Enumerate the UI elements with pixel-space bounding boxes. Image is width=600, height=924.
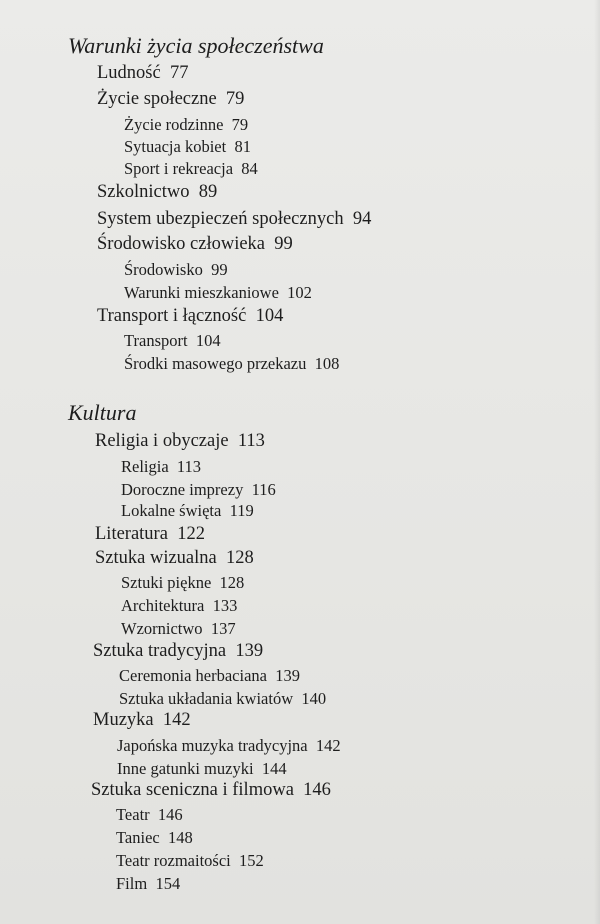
toc-entry-label: Teatr rozmaitości [116,851,231,870]
section-title-kultura: Kultura [68,400,137,425]
toc-entry-label: Sztuka tradycyjna [93,641,227,661]
toc-entry-page: 79 [231,115,249,134]
toc-entry-page: 108 [314,354,340,373]
toc-subentry [124,283,312,303]
toc-entry-page: 104 [195,331,221,350]
toc-entry-page: 79 [225,89,245,109]
toc-entry-page: 119 [229,501,254,520]
toc-entry-label: Lokalne święta [121,501,222,520]
toc-subentry [124,260,228,280]
toc-subentry [121,501,254,521]
toc-entry-label: Religia i obyczaje [95,431,229,451]
toc-entry-page: 142 [315,736,341,755]
toc-entry-label: Transport i łączność [97,306,247,326]
toc-subentry [124,137,251,157]
toc-entry-page: 146 [157,805,183,824]
toc-entry-page: 89 [198,182,218,202]
toc-entry-label: Religia [121,457,169,476]
toc-entry-label: Teatr [116,805,150,824]
toc-entry-label: Warunki mieszkaniowe [124,283,279,302]
toc-entry-label: Japońska muzyka tradycyjna [117,736,308,755]
toc-entry-page: 113 [176,457,202,476]
toc-entry-page: 133 [212,596,238,615]
toc-entry-page: 84 [241,159,258,178]
toc-entry-label: Sztuka sceniczna i filmowa [91,780,294,800]
toc-entry-label: Sztuka wizualna [95,548,217,568]
toc-entry-page: 81 [234,137,251,156]
toc-entry-page: 154 [155,874,181,893]
page-edge-shadow [594,0,600,924]
toc-subentry [124,115,248,135]
toc-subentry [116,874,180,894]
toc-entry-page: 137 [210,619,236,638]
toc-entry [97,182,217,203]
section-title-warunki: Warunki życia społeczeństwa [68,33,324,58]
toc-entry-page: 142 [162,710,191,730]
toc-entry-label: Architektura [121,596,205,615]
toc-entry [97,209,371,230]
toc-entry-label: Szkolnictwo [97,182,190,202]
toc-entry-page: 116 [251,480,276,499]
toc-entry-label: Sztuki piękne [121,573,212,592]
toc-subentry [116,828,193,848]
toc-entry-label: Doroczne imprezy [121,480,244,499]
toc-subentry [121,573,244,593]
toc-entry-page: 148 [167,828,193,847]
toc-subentry [119,689,326,709]
toc-entry-label: Wzornictwo [121,619,203,638]
toc-entry-label: Taniec [116,828,160,847]
toc-entry-page: 140 [301,689,327,708]
toc-entry [93,710,191,731]
toc-subentry [124,354,339,374]
toc-entry [97,89,244,110]
toc-entry-label: Literatura [95,524,168,544]
toc-entry-label: Ludność [97,63,161,83]
toc-subentry [121,480,276,500]
toc-entry-page: 99 [274,234,293,254]
toc-subentry [121,457,201,477]
toc-subentry [116,805,183,825]
toc-entry [97,63,188,84]
toc-entry-page: 77 [169,63,189,83]
toc-entry-label: Środki masowego przekazu [124,354,307,373]
toc-entry-page: 122 [177,524,205,544]
toc-subentry [119,666,300,686]
toc-entry-label: Życie rodzinne [124,115,224,134]
toc-entry-page: 128 [226,548,254,568]
toc-entry-label: Życie społeczne [97,89,217,109]
toc-entry-page: 104 [255,306,284,326]
toc-entry [97,234,293,255]
toc-entry [95,524,205,545]
toc-entry-page: 128 [219,573,245,592]
toc-subentry [116,851,264,871]
toc-entry [93,641,263,662]
toc-subentry [117,736,341,756]
toc-entry-page: 139 [275,666,300,685]
toc-subentry [124,331,221,351]
toc-entry-label: Środowisko człowieka [97,234,266,254]
toc-entry-page: 146 [303,780,331,800]
toc-entry-label: System ubezpieczeń społecznych [97,209,344,229]
toc-entry-page: 102 [287,283,312,302]
toc-entry-page: 99 [211,260,228,279]
toc-entry-label: Ceremonia herbaciana [119,666,267,685]
toc-entry-page: 144 [261,759,287,778]
toc-entry-label: Sztuka układania kwiatów [119,689,294,708]
toc-subentry [121,596,237,616]
toc-subentry [121,619,236,639]
toc-entry-page: 113 [237,431,265,451]
toc-subentry [117,759,287,779]
toc-entry-page: 94 [352,209,372,229]
toc-entry-label: Muzyka [93,710,154,730]
toc-entry [91,780,331,801]
toc-entry-page: 152 [239,851,264,870]
toc-entry-label: Sport i rekreacja [124,159,234,178]
toc-entry [95,431,265,452]
toc-entry [95,548,254,569]
toc-subentry [124,159,258,179]
toc-entry-page: 139 [235,641,264,661]
toc-entry-label: Inne gatunki muzyki [117,759,254,778]
toc-entry [97,306,283,327]
toc-entry-label: Transport [124,331,188,350]
toc-entry-label: Środowisko [124,260,203,279]
toc-entry-label: Film [116,874,148,893]
toc-entry-label: Sytuacja kobiet [124,137,227,156]
